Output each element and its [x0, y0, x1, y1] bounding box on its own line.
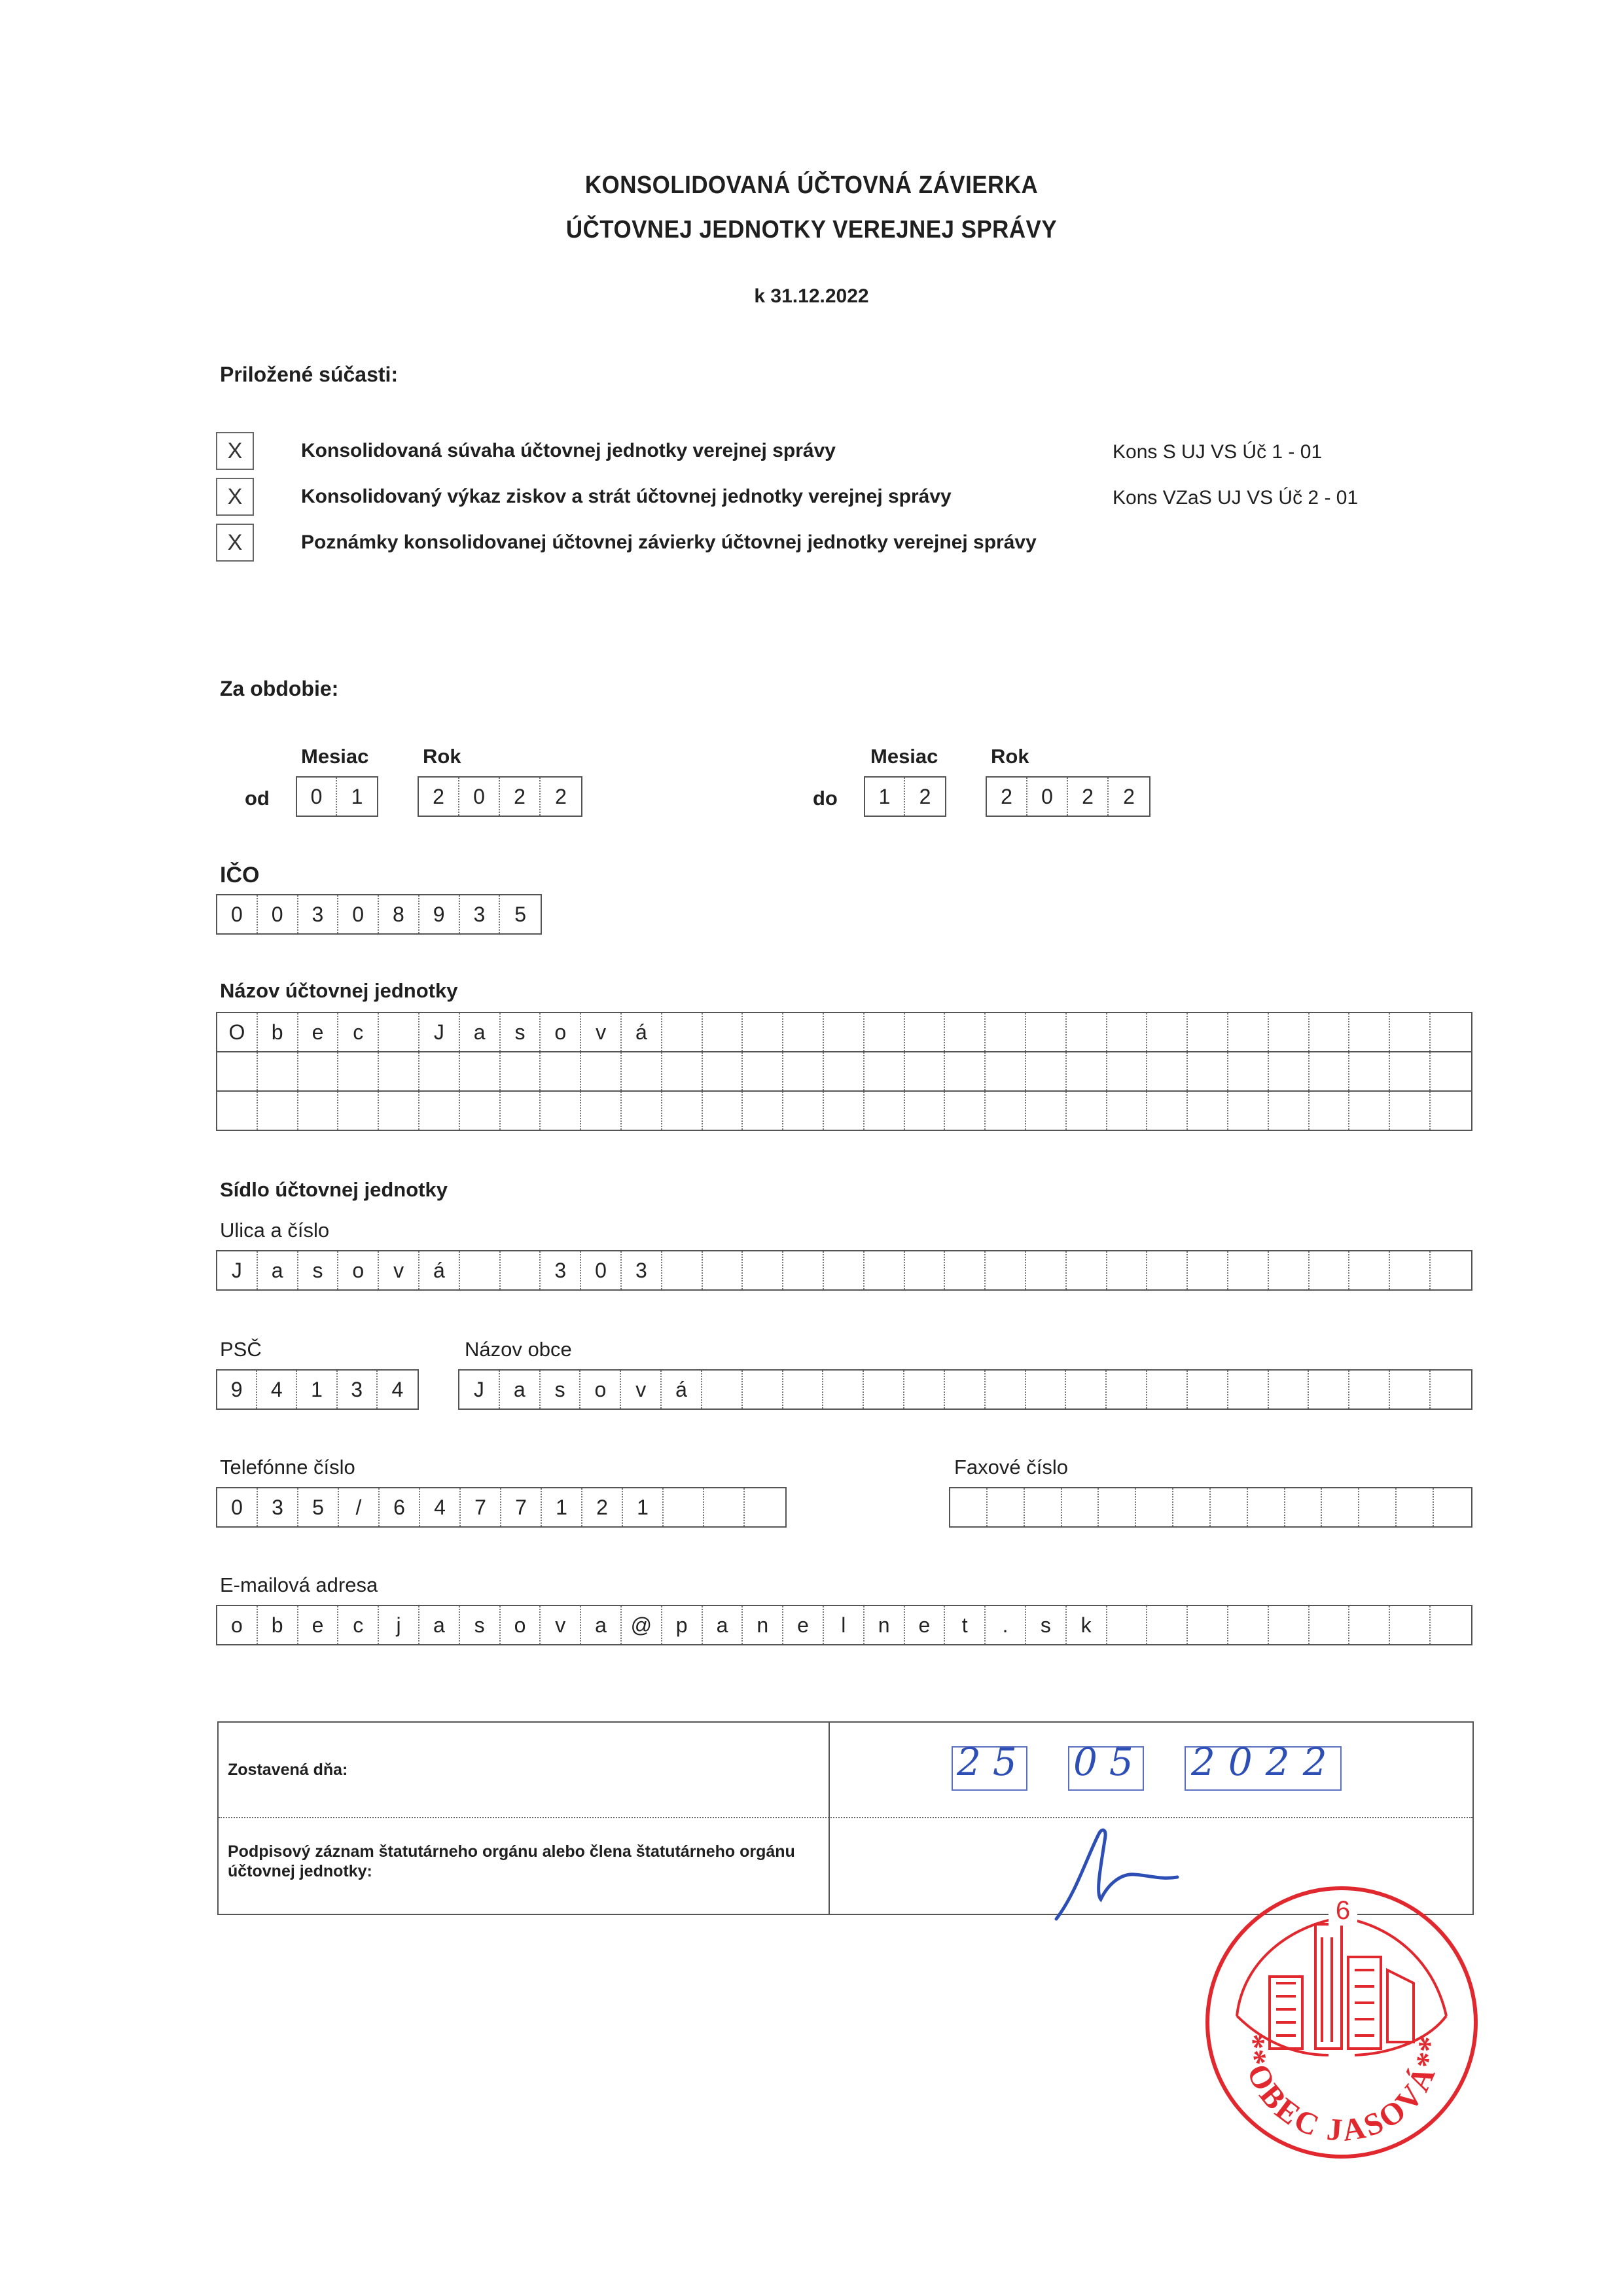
grid-cell[interactable] — [1228, 1052, 1269, 1090]
grid-cell[interactable] — [1269, 1013, 1310, 1051]
grid-cell[interactable] — [986, 1251, 1026, 1289]
grid-cell[interactable] — [743, 1013, 783, 1051]
grid-cell[interactable]: 6 — [380, 1488, 420, 1526]
grid-cell[interactable]: 0 — [459, 778, 500, 816]
grid-cell[interactable] — [1310, 1092, 1350, 1130]
from-month-grid[interactable] — [296, 776, 378, 817]
grid-cell[interactable] — [1269, 1606, 1310, 1644]
grid-cell[interactable] — [1026, 1251, 1067, 1289]
grid-cell[interactable] — [501, 1092, 541, 1130]
grid-cell[interactable]: v — [621, 1371, 662, 1408]
grid-cell[interactable] — [1228, 1606, 1269, 1644]
grid-cell[interactable]: 3 — [460, 895, 501, 933]
signature-label: Podpisový záznam štatutárneho orgánu alebo člena štatutárneho orgánu účtovnej jednotky: — [228, 1842, 795, 1880]
grid-cell[interactable] — [258, 1092, 298, 1130]
grid-cell[interactable] — [1026, 1013, 1067, 1051]
grid-cell[interactable] — [664, 1488, 704, 1526]
grid-cell[interactable]: n — [743, 1606, 783, 1644]
grid-cell[interactable] — [1228, 1092, 1269, 1130]
stamp-number: 6 — [1335, 1896, 1351, 1925]
ico-grid[interactable] — [216, 894, 542, 935]
grid-cell[interactable] — [702, 1371, 743, 1408]
grid-cell[interactable]: 3 — [541, 1251, 581, 1289]
grid-cell[interactable] — [945, 1013, 986, 1051]
grid-cell[interactable]: / — [339, 1488, 380, 1526]
grid-cell[interactable] — [1188, 1052, 1228, 1090]
grid-cell[interactable] — [1067, 1013, 1107, 1051]
grid-cell[interactable]: a — [258, 1251, 298, 1289]
grid-cell[interactable]: 7 — [501, 1488, 542, 1526]
attachment-code-2: Kons VZaS UJ VS Úč 2 - 01 — [1113, 487, 1359, 509]
grid-cell[interactable] — [703, 1251, 743, 1289]
entity-name-label: Názov účtovnej jednotky — [220, 979, 458, 1002]
grid-cell[interactable] — [1349, 1013, 1390, 1051]
grid-cell[interactable]: a — [419, 1606, 460, 1644]
city-label: Názov obce — [465, 1338, 572, 1361]
city-grid[interactable] — [458, 1369, 1472, 1410]
grid-cell[interactable] — [501, 1251, 541, 1289]
grid-cell[interactable] — [904, 1371, 945, 1408]
grid-cell[interactable]: 0 — [297, 778, 337, 816]
grid-cell[interactable]: 0 — [258, 895, 298, 933]
grid-cell[interactable] — [622, 1052, 662, 1090]
grid-cell[interactable] — [662, 1251, 703, 1289]
grid-cell[interactable] — [986, 1092, 1026, 1130]
grid-cell[interactable]: 8 — [379, 895, 419, 933]
grid-cell[interactable] — [1147, 1013, 1188, 1051]
grid-cell[interactable]: v — [541, 1606, 581, 1644]
to-label: do — [813, 787, 838, 810]
grid-cell[interactable] — [1431, 1013, 1471, 1051]
grid-cell[interactable] — [1349, 1092, 1390, 1130]
grid-cell[interactable] — [1310, 1251, 1350, 1289]
period-label: Za obdobie: — [220, 677, 339, 700]
grid-cell[interactable]: s — [298, 1251, 339, 1289]
street-grid[interactable] — [216, 1250, 1472, 1291]
grid-cell[interactable] — [419, 1092, 460, 1130]
grid-cell[interactable]: s — [541, 1371, 581, 1408]
grid-cell[interactable] — [783, 1013, 824, 1051]
grid-cell[interactable]: 0 — [1027, 778, 1068, 816]
grid-cell[interactable]: b — [258, 1606, 298, 1644]
document-title-line2: ÚČTOVNEJ JEDNOTKY VEREJNEJ SPRÁVY — [565, 216, 1058, 243]
grid-cell[interactable]: 2 — [500, 778, 541, 816]
official-stamp — [1198, 1878, 1486, 2166]
grid-cell[interactable] — [1067, 1092, 1107, 1130]
grid-cell[interactable] — [258, 1052, 298, 1090]
document-title-line1: KONSOLIDOVANÁ ÚČTOVNÁ ZÁVIERKA — [584, 171, 1039, 199]
grid-cell[interactable] — [581, 1092, 622, 1130]
grid-cell[interactable] — [865, 1052, 905, 1090]
entity-name-row-1[interactable] — [216, 1012, 1472, 1052]
grid-cell[interactable] — [419, 1052, 460, 1090]
grid-cell[interactable]: 3 — [622, 1251, 662, 1289]
grid-cell[interactable] — [1269, 1052, 1310, 1090]
grid-cell[interactable]: 9 — [217, 1371, 257, 1408]
grid-cell[interactable] — [743, 1092, 783, 1130]
grid-cell[interactable]: 1 — [865, 778, 905, 816]
grid-cell[interactable]: 1 — [297, 1371, 337, 1408]
grid-cell[interactable] — [745, 1488, 785, 1526]
grid-cell[interactable]: 3 — [298, 895, 339, 933]
attachments-label: Priložené súčasti: — [220, 363, 399, 386]
grid-cell[interactable] — [1107, 1606, 1148, 1644]
attachment-checkbox-3[interactable]: X — [216, 524, 254, 562]
grid-cell[interactable] — [1310, 1606, 1350, 1644]
grid-cell[interactable]: 3 — [258, 1488, 298, 1526]
grid-cell[interactable]: J — [217, 1251, 258, 1289]
grid-cell[interactable]: 7 — [461, 1488, 501, 1526]
to-month-label: Mesiac — [870, 745, 938, 768]
phone-grid[interactable] — [216, 1487, 787, 1528]
grid-cell[interactable] — [1228, 1013, 1269, 1051]
grid-cell[interactable] — [379, 1052, 419, 1090]
grid-cell[interactable] — [1188, 1013, 1228, 1051]
grid-cell[interactable] — [460, 1251, 501, 1289]
grid-cell[interactable]: b — [258, 1013, 298, 1051]
grid-cell[interactable]: J — [419, 1013, 460, 1051]
grid-cell[interactable]: 2 — [987, 778, 1027, 816]
grid-cell[interactable]: c — [338, 1013, 379, 1051]
grid-cell[interactable] — [1269, 1251, 1310, 1289]
grid-cell[interactable] — [1285, 1488, 1323, 1526]
email-label: E-mailová adresa — [220, 1573, 378, 1596]
grid-cell[interactable] — [1310, 1013, 1350, 1051]
grid-cell[interactable] — [1147, 1371, 1188, 1408]
grid-cell[interactable]: s — [501, 1013, 541, 1051]
grid-cell[interactable]: e — [905, 1606, 946, 1644]
grid-cell[interactable] — [1390, 1092, 1431, 1130]
grid-cell[interactable] — [298, 1092, 339, 1130]
grid-cell[interactable] — [824, 1052, 865, 1090]
entity-name-row-2[interactable] — [216, 1051, 1472, 1092]
grid-cell[interactable] — [1228, 1251, 1269, 1289]
grid-cell[interactable] — [1107, 1371, 1147, 1408]
grid-cell[interactable] — [338, 1052, 379, 1090]
grid-cell[interactable] — [824, 1013, 865, 1051]
grid-cell[interactable] — [1248, 1488, 1285, 1526]
fax-grid[interactable] — [949, 1487, 1472, 1528]
grid-cell[interactable] — [1390, 1606, 1431, 1644]
grid-cell[interactable] — [1136, 1488, 1173, 1526]
grid-cell[interactable] — [1269, 1092, 1310, 1130]
grid-cell[interactable] — [703, 1092, 743, 1130]
grid-cell[interactable]: 5 — [514, 902, 527, 926]
grid-cell[interactable] — [1025, 1488, 1062, 1526]
grid-cell[interactable] — [1173, 1488, 1211, 1526]
grid-cell[interactable]: o — [541, 1013, 581, 1051]
grid-cell[interactable] — [865, 1251, 905, 1289]
grid-cell[interactable]: 1 — [542, 1488, 582, 1526]
grid-cell[interactable] — [905, 1251, 946, 1289]
grid-cell[interactable] — [783, 1052, 824, 1090]
compiled-month: 05 — [1073, 1740, 1145, 1784]
grid-cell[interactable] — [1390, 1013, 1431, 1051]
grid-cell[interactable] — [986, 1371, 1026, 1408]
grid-cell[interactable]: o — [338, 1251, 379, 1289]
grid-cell[interactable] — [217, 1092, 258, 1130]
grid-cell[interactable]: 2 — [1123, 784, 1135, 808]
grid-cell[interactable]: s — [1026, 1606, 1067, 1644]
grid-cell[interactable]: O — [217, 1013, 258, 1051]
grid-cell[interactable] — [905, 1052, 946, 1090]
grid-cell[interactable] — [1309, 1371, 1349, 1408]
grid-cell[interactable]: 0 — [581, 1251, 622, 1289]
grid-cell[interactable]: á — [622, 1013, 662, 1051]
grid-cell[interactable]: 5 — [298, 1488, 339, 1526]
grid-cell[interactable] — [1067, 1251, 1107, 1289]
psc-grid[interactable] — [216, 1369, 419, 1410]
grid-cell[interactable]: 0 — [217, 895, 258, 933]
grid-cell[interactable] — [743, 1251, 783, 1289]
grid-cell[interactable] — [379, 1013, 419, 1051]
grid-cell[interactable] — [1066, 1371, 1107, 1408]
grid-cell[interactable] — [1188, 1092, 1228, 1130]
grid-cell[interactable] — [950, 1488, 988, 1526]
grid-cell[interactable]: J — [459, 1371, 500, 1408]
grid-cell[interactable] — [905, 1092, 946, 1130]
grid-cell[interactable]: c — [338, 1606, 379, 1644]
grid-cell[interactable]: 9 — [419, 895, 460, 933]
from-year-label: Rok — [423, 745, 461, 768]
from-year-grid[interactable] — [418, 776, 582, 817]
grid-cell[interactable] — [1147, 1052, 1188, 1090]
grid-cell[interactable] — [622, 1092, 662, 1130]
grid-cell[interactable]: 2 — [555, 784, 567, 808]
grid-cell[interactable] — [704, 1488, 745, 1526]
grid-cell[interactable] — [783, 1251, 824, 1289]
grid-cell[interactable] — [864, 1371, 904, 1408]
grid-cell[interactable]: 1 — [623, 1488, 664, 1526]
grid-cell[interactable] — [865, 1092, 905, 1130]
grid-cell[interactable]: e — [783, 1606, 824, 1644]
psc-label: PSČ — [220, 1338, 262, 1361]
street-label: Ulica a číslo — [220, 1219, 330, 1242]
grid-cell[interactable]: 2 — [919, 784, 931, 808]
grid-cell[interactable] — [1322, 1488, 1359, 1526]
grid-cell[interactable] — [823, 1371, 864, 1408]
attachment-text-2: Konsolidovaný výkaz ziskov a strát účtovnej jednotky verejnej správy — [301, 486, 952, 507]
grid-cell[interactable] — [298, 1052, 339, 1090]
grid-cell[interactable] — [945, 1371, 986, 1408]
grid-cell[interactable]: 4 — [391, 1377, 404, 1401]
grid-cell[interactable] — [945, 1052, 986, 1090]
grid-cell[interactable]: n — [865, 1606, 905, 1644]
grid-cell[interactable] — [217, 1052, 258, 1090]
grid-cell[interactable] — [1431, 1251, 1471, 1289]
grid-cell[interactable]: e — [298, 1013, 339, 1051]
grid-cell[interactable] — [1349, 1371, 1390, 1408]
fax-label: Faxové číslo — [954, 1456, 1069, 1479]
grid-cell[interactable] — [945, 1251, 986, 1289]
grid-cell[interactable] — [1349, 1251, 1390, 1289]
grid-cell[interactable] — [703, 1013, 743, 1051]
grid-cell[interactable]: 0 — [338, 895, 379, 933]
to-year-grid[interactable] — [986, 776, 1150, 817]
grid-cell[interactable] — [824, 1092, 865, 1130]
grid-cell[interactable] — [1349, 1606, 1390, 1644]
grid-cell[interactable]: 4 — [420, 1488, 461, 1526]
grid-cell[interactable] — [338, 1092, 379, 1130]
grid-cell[interactable]: p — [662, 1606, 703, 1644]
grid-cell[interactable]: 2 — [582, 1488, 623, 1526]
grid-cell[interactable] — [986, 1013, 1026, 1051]
grid-cell[interactable] — [1310, 1052, 1350, 1090]
grid-cell[interactable] — [662, 1052, 703, 1090]
grid-cell[interactable] — [541, 1052, 581, 1090]
attachment-text-3: Poznámky konsolidovanej účtovnej závierky účtovnej jednotky verejnej správy — [301, 531, 1037, 553]
grid-cell[interactable]: j — [379, 1606, 419, 1644]
grid-cell[interactable] — [1390, 1371, 1431, 1408]
grid-cell[interactable]: o — [580, 1371, 621, 1408]
grid-cell[interactable] — [1188, 1251, 1228, 1289]
grid-cell[interactable] — [541, 1092, 581, 1130]
grid-cell[interactable] — [1188, 1606, 1228, 1644]
grid-cell[interactable]: . — [986, 1606, 1026, 1644]
phone-label: Telefónne číslo — [220, 1456, 355, 1479]
grid-cell[interactable] — [1349, 1052, 1390, 1090]
grid-cell[interactable] — [1431, 1052, 1471, 1090]
grid-cell[interactable] — [1107, 1052, 1148, 1090]
grid-cell[interactable]: 2 — [419, 778, 459, 816]
grid-cell[interactable]: 3 — [338, 1371, 378, 1408]
grid-cell[interactable] — [1211, 1488, 1248, 1526]
grid-cell[interactable] — [905, 1013, 946, 1051]
grid-cell[interactable]: á — [662, 1371, 702, 1408]
grid-cell[interactable] — [1107, 1251, 1148, 1289]
document-date: k 31.12.2022 — [754, 285, 869, 307]
grid-cell[interactable]: a — [581, 1606, 622, 1644]
grid-cell[interactable] — [1359, 1488, 1397, 1526]
grid-cell[interactable] — [1431, 1371, 1471, 1408]
grid-cell[interactable]: e — [298, 1606, 339, 1644]
seat-label: Sídlo účtovnej jednotky — [220, 1178, 448, 1201]
grid-cell[interactable]: 0 — [217, 1488, 258, 1526]
grid-cell[interactable] — [460, 1052, 501, 1090]
grid-cell[interactable] — [703, 1052, 743, 1090]
compiled-year: 2022 — [1191, 1740, 1340, 1784]
grid-cell[interactable] — [1188, 1371, 1228, 1408]
grid-cell[interactable] — [1431, 1092, 1471, 1130]
attachment-checkbox-2[interactable]: X — [216, 478, 254, 516]
grid-cell[interactable] — [1390, 1251, 1431, 1289]
grid-cell[interactable]: @ — [622, 1606, 662, 1644]
attachment-code-1: Kons S UJ VS Úč 1 - 01 — [1113, 441, 1323, 463]
grid-cell[interactable] — [1107, 1013, 1148, 1051]
grid-cell[interactable] — [986, 1052, 1026, 1090]
attachment-text-1: Konsolidovaná súvaha účtovnej jednotky verejnej správy — [301, 440, 836, 461]
grid-cell[interactable] — [501, 1052, 541, 1090]
grid-cell[interactable] — [1062, 1488, 1099, 1526]
from-label: od — [245, 787, 270, 810]
grid-cell[interactable] — [581, 1052, 622, 1090]
grid-cell[interactable] — [1147, 1606, 1188, 1644]
grid-cell[interactable] — [662, 1092, 703, 1130]
to-year-label: Rok — [991, 745, 1029, 768]
compiled-day: 25 — [957, 1740, 1029, 1784]
grid-cell[interactable] — [1107, 1092, 1148, 1130]
grid-cell[interactable]: a — [500, 1371, 541, 1408]
grid-cell[interactable] — [1390, 1052, 1431, 1090]
entity-name-row-3[interactable] — [216, 1090, 1472, 1131]
grid-cell[interactable] — [783, 1371, 824, 1408]
stamp-text: **OBEC JASOVÁ** — [1236, 2034, 1448, 2149]
svg-text:**OBEC JASOVÁ** — [1236, 2034, 1447, 2148]
grid-cell[interactable] — [1147, 1092, 1188, 1130]
ico-label: IČO — [220, 863, 260, 888]
grid-cell[interactable] — [945, 1092, 986, 1130]
grid-cell[interactable]: v — [581, 1013, 622, 1051]
grid-cell[interactable]: 1 — [351, 784, 363, 808]
grid-cell[interactable] — [988, 1488, 1025, 1526]
grid-cell[interactable] — [1026, 1371, 1067, 1408]
grid-cell[interactable] — [1099, 1488, 1136, 1526]
grid-cell[interactable]: a — [460, 1013, 501, 1051]
grid-cell[interactable] — [1067, 1052, 1107, 1090]
grid-cell[interactable]: k — [1067, 1606, 1107, 1644]
grid-cell[interactable] — [824, 1251, 865, 1289]
grid-cell[interactable] — [783, 1092, 824, 1130]
from-month-label: Mesiac — [301, 745, 369, 768]
grid-cell[interactable] — [1434, 1488, 1471, 1526]
grid-cell[interactable]: t — [945, 1606, 986, 1644]
email-grid[interactable] — [216, 1605, 1472, 1645]
grid-cell[interactable] — [743, 1052, 783, 1090]
to-month-grid[interactable] — [864, 776, 946, 817]
grid-cell[interactable] — [1228, 1371, 1269, 1408]
grid-cell[interactable] — [1269, 1371, 1310, 1408]
grid-cell[interactable] — [1147, 1251, 1188, 1289]
grid-cell[interactable]: a — [703, 1606, 743, 1644]
grid-cell[interactable]: 2 — [1068, 778, 1109, 816]
grid-cell[interactable]: 4 — [257, 1371, 297, 1408]
grid-cell[interactable] — [379, 1092, 419, 1130]
grid-cell[interactable]: v — [379, 1251, 419, 1289]
grid-cell[interactable] — [1026, 1052, 1067, 1090]
compiled-date-label: Zostavená dňa: — [228, 1761, 348, 1779]
grid-cell[interactable] — [1397, 1488, 1434, 1526]
grid-cell[interactable] — [662, 1013, 703, 1051]
grid-cell[interactable] — [460, 1092, 501, 1130]
grid-cell[interactable] — [743, 1371, 783, 1408]
grid-cell[interactable] — [865, 1013, 905, 1051]
grid-cell[interactable]: á — [419, 1251, 460, 1289]
grid-cell[interactable] — [1026, 1092, 1067, 1130]
grid-cell[interactable]: o — [217, 1606, 258, 1644]
grid-cell[interactable]: o — [501, 1606, 541, 1644]
attachment-checkbox-1[interactable]: X — [216, 432, 254, 470]
grid-cell[interactable]: l — [824, 1606, 865, 1644]
grid-cell[interactable] — [1431, 1606, 1471, 1644]
grid-cell[interactable]: s — [460, 1606, 501, 1644]
